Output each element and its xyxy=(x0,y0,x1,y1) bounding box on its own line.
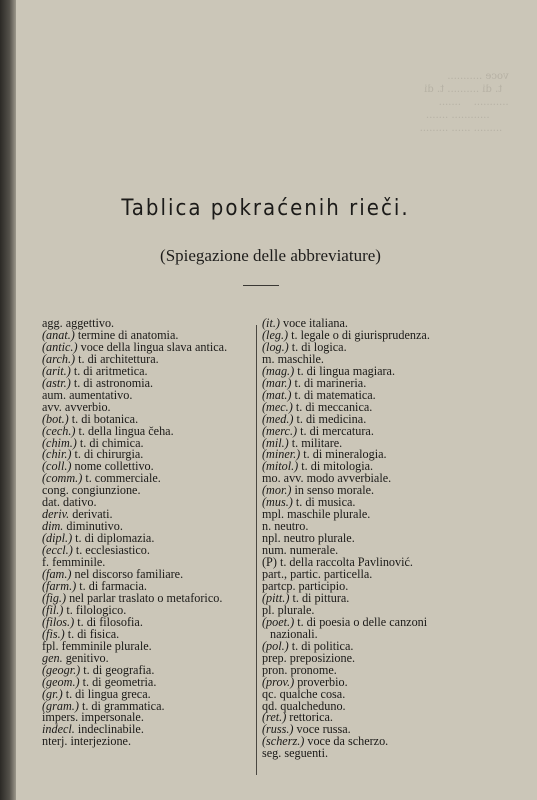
abbreviation-meaning: t. di mitologia. xyxy=(301,459,374,474)
abbreviation-meaning: diminutivo. xyxy=(66,519,123,534)
abbreviation-meaning: genitivo. xyxy=(65,650,109,665)
abbreviation: (arit.) xyxy=(42,363,71,378)
abbreviation-meaning: numerale. xyxy=(289,543,339,558)
abbreviation-meaning: termine di anatomia. xyxy=(77,327,179,342)
column-divider xyxy=(256,325,257,775)
abbreviation-meaning: t. commerciale. xyxy=(85,471,161,486)
abbreviation: (ret.) xyxy=(262,710,287,725)
abbreviation: (eccl.) xyxy=(42,543,73,558)
abbreviation: (fig.) xyxy=(42,590,67,605)
abbreviation-meaning: t. di aritmetica. xyxy=(73,363,148,378)
abbreviation: (comm.) xyxy=(42,471,83,486)
abbreviation-meaning: t. della lingua čeha. xyxy=(78,423,174,438)
abbreviation-meaning: t. di farmacia. xyxy=(79,578,147,593)
abbreviation: (mil.) xyxy=(262,435,289,450)
abbreviation-meaning: participio. xyxy=(298,578,349,593)
abbreviation-meaning: in senso morale. xyxy=(294,483,375,498)
abbreviation: (anat.) xyxy=(42,327,75,342)
page-subtitle: (Spiegazione delle abbreviature) xyxy=(160,246,381,265)
abbreviation: pron. xyxy=(262,662,288,677)
abbreviation: (log.) xyxy=(262,339,289,354)
abbreviation: (mar.) xyxy=(262,375,292,390)
abbreviation: nterj. xyxy=(42,734,68,749)
abbreviation: (fil.) xyxy=(42,602,64,617)
abbreviation-meaning: maschile plurale. xyxy=(287,507,371,522)
abbreviation-meaning: t. della raccolta Pavlinović. xyxy=(279,555,413,570)
abbreviation-meaning: nel discorso familiare. xyxy=(74,567,184,582)
abbreviation-meaning: nel parlar traslato o metaforico. xyxy=(69,590,223,605)
abbreviation: (mor.) xyxy=(262,483,292,498)
abbreviation-meaning: dativo. xyxy=(62,495,97,510)
abbreviation-meaning: t. di politica. xyxy=(291,638,354,653)
abbreviation-meaning: neutro. xyxy=(274,519,309,534)
abbreviation: (astr.) xyxy=(42,375,71,390)
abbreviation-meaning: t. di mercatura. xyxy=(300,423,374,438)
abbreviation: cong. xyxy=(42,483,69,498)
abbreviation-meaning: t. di geometria. xyxy=(82,674,157,689)
abbreviation-meaning: t. di astronomia. xyxy=(73,375,154,390)
abbreviation-meaning: t. di architettura. xyxy=(78,351,159,366)
abbreviation-meaning: voce della lingua slava antica. xyxy=(80,339,228,354)
abbreviation: (leg.) xyxy=(262,327,289,342)
abbreviation-meaning: femminile. xyxy=(52,555,106,570)
abbreviation: (fis.) xyxy=(42,626,65,641)
abbreviation: (P) xyxy=(262,555,277,570)
abbreviation-meaning: t. di matematica. xyxy=(294,387,376,402)
abbreviation-meaning: t. di medicina. xyxy=(296,411,367,426)
abbreviation: gen. xyxy=(42,650,63,665)
abbreviation-meaning: aggettivo. xyxy=(65,316,115,330)
show-through-text: voce ........... t. di .......... t. di ........... ....... ............ ....... ......... ...... ......... xyxy=(419,71,509,134)
abbreviation-meaning: congiunzione. xyxy=(71,483,141,498)
abbreviation: (coll.) xyxy=(42,459,72,474)
abbreviation: seg. xyxy=(262,746,282,761)
abbreviation-meaning: interjezione. xyxy=(70,734,132,749)
page-title: Tablica pokraćenih rieči. xyxy=(121,196,410,221)
abbreviation-meaning: seguenti. xyxy=(284,746,329,761)
abbreviation: (mitol.) xyxy=(262,459,299,474)
abbreviation-meaning: t. di botanica. xyxy=(71,411,139,426)
abbreviation-meaning: t. di lingua greca. xyxy=(65,686,151,701)
abbreviation: qc. xyxy=(262,686,277,701)
abbreviation-meaning: rettorica. xyxy=(289,710,333,725)
abbreviation-meaning: t. legale o di giurisprudenza. xyxy=(291,327,430,342)
title-divider xyxy=(243,285,279,286)
book-spine-shadow xyxy=(0,0,16,800)
abbreviation: (merc.) xyxy=(262,423,298,438)
abbreviation: deriv. xyxy=(42,507,70,522)
abbreviation: (med.) xyxy=(262,411,294,426)
abbreviation-meaning: t. di logica. xyxy=(291,339,347,354)
abbreviation-meaning: t. di grammatica. xyxy=(81,698,165,713)
abbreviation: n. xyxy=(262,519,272,534)
abbreviation: prep. xyxy=(262,650,287,665)
abbreviation-meaning: voce da scherzo. xyxy=(307,734,389,749)
abbreviation: (mec.) xyxy=(262,399,293,414)
abbreviation-meaning: voce italiana. xyxy=(282,316,348,330)
abbreviation: indecl. xyxy=(42,722,75,737)
abbreviation: (dipl.) xyxy=(42,531,73,546)
abbreviation-meaning: t. di chirurgia. xyxy=(74,447,144,462)
abbreviation-meaning: t. di diplomazia. xyxy=(75,531,155,546)
abbreviation-meaning: t. di poesia o delle canzoni nazionali. xyxy=(270,614,428,641)
abbreviation: partcp. xyxy=(262,578,296,593)
abbreviation-meaning: impersonale. xyxy=(81,710,144,725)
abbreviation-meaning: plurale. xyxy=(277,602,315,617)
abbreviation: (cech.) xyxy=(42,423,76,438)
abbreviation-meaning: t. di filosofia. xyxy=(77,614,143,629)
abbreviation: npl. xyxy=(262,531,281,546)
abbreviation: pl. xyxy=(262,602,275,617)
abbreviation: num. xyxy=(262,543,287,558)
abbreviation: f. xyxy=(42,555,50,570)
abbreviation: agg. xyxy=(42,316,63,330)
abbreviation: (pitt.) xyxy=(262,590,290,605)
abbreviation-meaning: t. di marineria. xyxy=(294,375,367,390)
abbreviation: m. xyxy=(262,351,275,366)
abbreviation-meaning: partic. particella. xyxy=(290,567,373,582)
abbreviation-list-left xyxy=(42,318,257,748)
abbreviation: (antic.) xyxy=(42,339,78,354)
abbreviation: mo. avv. xyxy=(262,471,304,486)
abbreviation: (mat.) xyxy=(262,387,292,402)
abbreviation-meaning: t. di mineralogia. xyxy=(303,447,387,462)
abbreviation: (mus.) xyxy=(262,495,293,510)
abbreviation-meaning: t. di chimica. xyxy=(79,435,144,450)
abbreviation-meaning: preposizione. xyxy=(289,650,356,665)
abbreviation: qd. xyxy=(262,698,278,713)
abbreviation: (it.) xyxy=(262,316,280,330)
abbreviation: (geogr.) xyxy=(42,662,81,677)
abbreviation-meaning: t. ecclesiastico. xyxy=(75,543,150,558)
abbreviation: (arch.) xyxy=(42,351,76,366)
abbreviation-meaning: nome collettivo. xyxy=(74,459,154,474)
abbreviation-meaning: proverbio. xyxy=(297,674,348,689)
abbreviation-meaning: t. filologico. xyxy=(66,602,127,617)
abbreviation-meaning: t. di pittura. xyxy=(292,590,350,605)
abbreviation-meaning: neutro plurale. xyxy=(283,531,355,546)
abbreviation-meaning: voce russa. xyxy=(296,722,351,737)
abbreviation-entry xyxy=(262,614,472,641)
abbreviation: (gram.) xyxy=(42,698,79,713)
abbreviation-meaning: qualche cosa. xyxy=(279,686,346,701)
abbreviation: dat. xyxy=(42,495,60,510)
abbreviation: (gr.) xyxy=(42,686,63,701)
abbreviation: (geom.) xyxy=(42,674,80,689)
abbreviation: (russ.) xyxy=(262,722,294,737)
abbreviation: (pol.) xyxy=(262,638,289,653)
abbreviation: (miner.) xyxy=(262,447,301,462)
abbreviation-meaning: qualcheduno. xyxy=(280,698,346,713)
abbreviation-entry xyxy=(262,748,472,760)
abbreviation: (fam.) xyxy=(42,567,72,582)
abbreviation: mpl. xyxy=(262,507,285,522)
abbreviation: (scherz.) xyxy=(262,734,305,749)
abbreviation: (bot.) xyxy=(42,411,69,426)
abbreviation: (chim.) xyxy=(42,435,77,450)
abbreviation-meaning: t. di lingua magiara. xyxy=(297,363,396,378)
abbreviation-meaning: t. di fisica. xyxy=(67,626,120,641)
abbreviation-meaning: t. di meccanica. xyxy=(295,399,373,414)
abbreviation-meaning: derivati. xyxy=(72,507,113,522)
abbreviation-meaning: modo avverbiale. xyxy=(306,471,392,486)
abbreviation-meaning: aumentativo. xyxy=(69,387,133,402)
abbreviation-list-right xyxy=(262,318,472,760)
abbreviation-meaning: femminile plurale. xyxy=(61,638,152,653)
abbreviation: (poet.) xyxy=(262,614,295,629)
abbreviation-meaning: maschile. xyxy=(277,351,324,366)
abbreviation: impers. xyxy=(42,710,79,725)
abbreviation-meaning: t. militare. xyxy=(291,435,343,450)
abbreviation-entry xyxy=(42,736,257,748)
abbreviation: (farm.) xyxy=(42,578,77,593)
abbreviation-meaning: pronome. xyxy=(290,662,337,677)
abbreviation-meaning: avverbio. xyxy=(64,399,111,414)
abbreviation: dim. xyxy=(42,519,64,534)
abbreviation-meaning: t. di geografia. xyxy=(83,662,155,677)
abbreviation: part., xyxy=(262,567,288,582)
abbreviation: (prov.) xyxy=(262,674,295,689)
abbreviation-meaning: indeclinabile. xyxy=(77,722,144,737)
abbreviation-meaning: t. di musica. xyxy=(295,495,356,510)
abbreviation: fpl. xyxy=(42,638,59,653)
abbreviation: avv. xyxy=(42,399,62,414)
abbreviation: aum. xyxy=(42,387,67,402)
abbreviation: (filos.) xyxy=(42,614,75,629)
abbreviation: (chir.) xyxy=(42,447,72,462)
abbreviation: (mag.) xyxy=(262,363,295,378)
